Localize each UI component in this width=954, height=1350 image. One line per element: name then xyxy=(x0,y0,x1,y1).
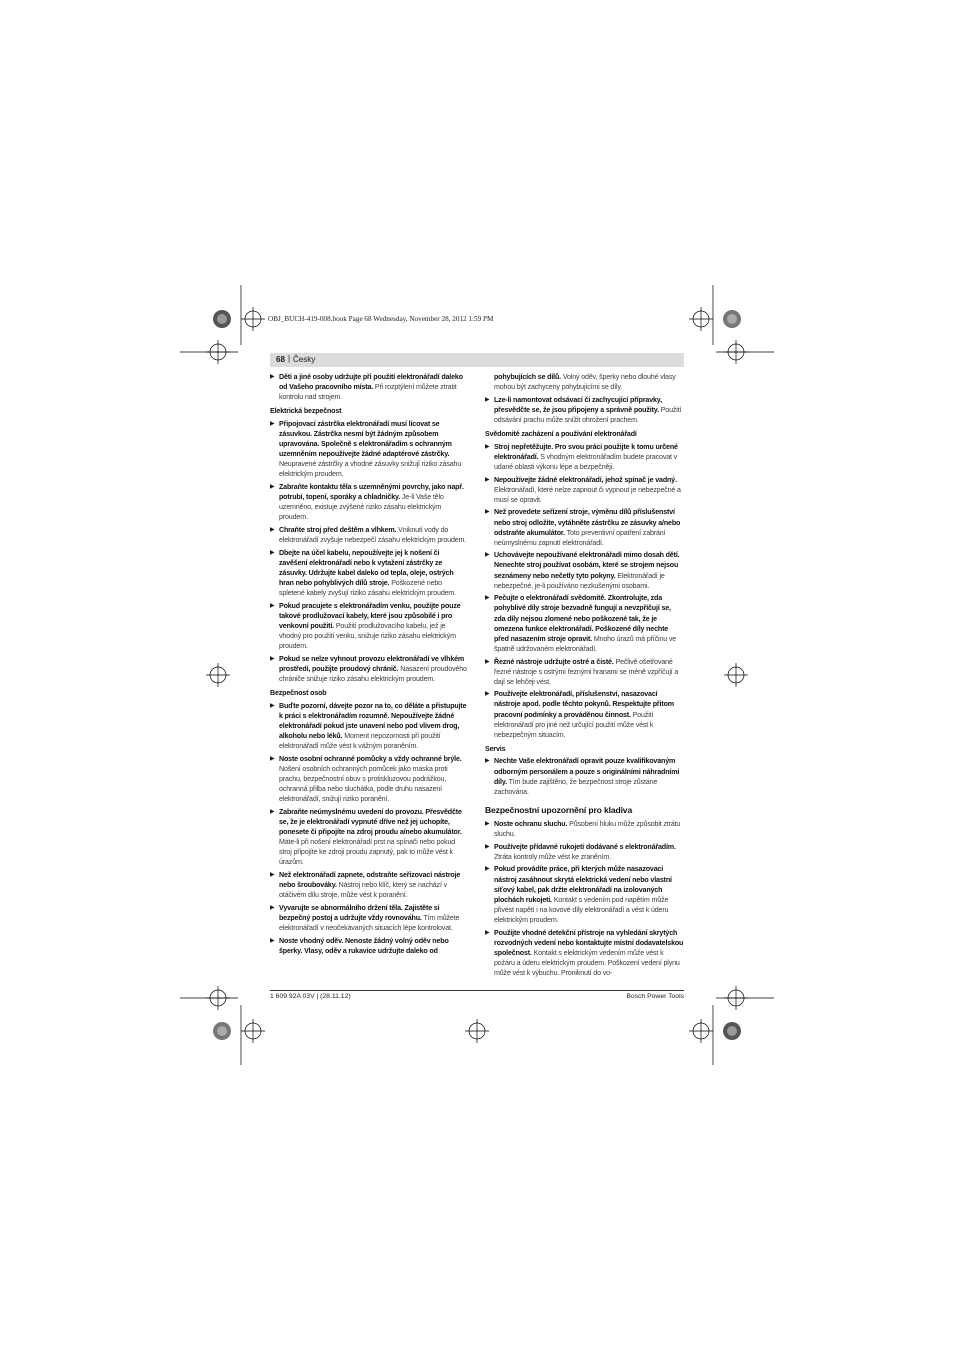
bullet-item xyxy=(485,593,684,654)
footer-doc-number: 1 609 92A 03V | (28.11.12) xyxy=(270,993,351,1000)
page-header-bar xyxy=(270,353,684,367)
section-heading: Elektrická bezpečnost xyxy=(270,407,342,416)
explanation-text: Tím bude zajištěno, že bezpečnost stroje zůstane zachována. xyxy=(494,777,658,796)
section-heading: Bezpečnostní upozornění pro kladiva xyxy=(485,804,633,815)
bullet-item xyxy=(270,548,469,598)
bullet-arrow-icon: ▶ xyxy=(485,843,490,850)
bullet-item xyxy=(485,657,684,687)
warning-bold-text: Než elektronářadí zapnete, odstraňte seřizovací nástroje nebo šroubováky. xyxy=(279,871,461,890)
bullet-item xyxy=(270,525,469,545)
bullet-item xyxy=(485,819,684,839)
warning-bold-text: Pokud provádíte práce, při kterých může nasazovací nástroj zasáhnout skrytá elektrická vedení nebo vlastní síťový kabel, pak držte elektronářadí na izolovaných plochách rukojeti. xyxy=(494,865,672,904)
bullet-item xyxy=(270,601,469,651)
warning-bold-text: Nepoužívejte žádné elektronářadí, jehož spínač je vadný. xyxy=(494,475,677,484)
bullet-arrow-icon: ▶ xyxy=(485,758,490,765)
bullet-arrow-icon: ▶ xyxy=(270,420,275,427)
bullet-item xyxy=(270,754,469,804)
warning-bold-text: Používejte přídavné rukojeti dodávané s elektronářadím. xyxy=(494,842,676,851)
bullet-arrow-icon: ▶ xyxy=(485,929,490,936)
right-column xyxy=(485,372,684,981)
explanation-text: Tím můžete elektronářadí v neočekávaných situacích lépe kontrolovat. xyxy=(279,914,460,933)
explanation-text: Použití prodlužovacího kabelu, jež je vhodný pro použití venku, snižuje riziko zásahu elektrickým proudem. xyxy=(279,622,456,651)
section-heading: Servis xyxy=(485,744,506,753)
bullet-arrow-icon: ▶ xyxy=(485,552,490,559)
bullet-arrow-icon: ▶ xyxy=(270,808,275,815)
bullet-item xyxy=(270,903,469,933)
warning-bold-text: Používejte elektronářadí, příslušenství, nasazovací nástroje apod. podle těchto pokynů. Respektujte přitom pracovní podmínky a prováděnou činnost. xyxy=(494,690,674,719)
explanation-text: Máte-li při nošení elektronářadí prst na spínači nebo pokud stroj připojíte ke zdroji proudu zapnutý, pak to může vést k úrazům. xyxy=(279,838,456,867)
bullet-arrow-icon: ▶ xyxy=(485,658,490,665)
explanation-text: Nošení osobních ochranných pomůcek jako maska proti prachu, bezpečnostní obuv s protiskluzovou podrážkou, ochranná přilba nebo sluchátka, podle druhu nasazení elektronářadí, snižují riziko poranění. xyxy=(279,764,448,804)
bullet-item xyxy=(485,507,684,547)
warning-bold-text: Lze-li namontovat odsávací či zachycující přípravky, přesvědčte se, že jsou připojeny a správně použity. xyxy=(494,395,662,414)
bullet-arrow-icon: ▶ xyxy=(485,476,490,483)
bullet-item xyxy=(485,928,684,978)
warning-bold-text: Buďte pozorní, dávejte pozor na to, co děláte a přistupujte k práci s elektronářadím rozumně. Nepoužívejte žádné elektronářadí pokud jste unavení nebo pod vlivem drog, alkoholu nebo léků. xyxy=(279,701,467,741)
bullet-arrow-icon: ▶ xyxy=(485,509,490,516)
bullet-item xyxy=(270,807,469,868)
continued-paragraph xyxy=(485,372,684,392)
bullet-item xyxy=(485,442,684,472)
warning-bold-text: Připojovací zástrčka elektronářadí musí lícovat se zásuvkou. Zástrčka nesmí být žádným způsobem upravována. Společně s elektronářadím s ochranným uzemněním nepoužívejte žádné adaptérové zástrčky. xyxy=(279,419,452,459)
explanation-text: Působení hluku může způsobit ztrátu sluchu. xyxy=(494,819,681,838)
explanation-text: Vniknutí vody do elektronářadí zvyšuje nebezpečí zásahu elektrickým proudem. xyxy=(279,526,467,545)
explanation-text: Při rozptýlení můžete ztratit kontrolu nad strojem. xyxy=(279,383,457,402)
warning-bold-text: Dbejte na účel kabelu, nepoužívejte jej k nošení či zavěšení elektronářadí nebo k vytažení zástrčky ze zásuvky. Udržujte kabel daleko od tepla, oleje, ostrých hran nebo pohyblivých dílů stroje. xyxy=(279,548,454,588)
left-column xyxy=(270,372,469,959)
explanation-text: Toto preventivní opatření zabrání neúmyslnému zapnutí elektronářadí. xyxy=(494,528,666,547)
warning-bold-text: Pokud pracujete s elektronářadím venku, použijte pouze takové prodlužovací kabely, které jsou způsobilé i pro venkovní použití. xyxy=(279,601,461,631)
warning-bold-text: Zabraňte kontaktu těla s uzemněnými povrchy, jako např. potrubí, topení, sporáky a chladničky. xyxy=(279,483,464,502)
bullet-arrow-icon: ▶ xyxy=(270,937,275,944)
bullet-arrow-icon: ▶ xyxy=(485,820,490,827)
explanation-text: Ztráta kontroly může vést ke zraněním. xyxy=(494,852,611,861)
bullet-item xyxy=(270,936,469,956)
bullet-item xyxy=(485,395,684,425)
explanation-text: Je-li Vaše tělo uzemněno, existuje zvýšené riziko zásahu elektrickým proudem. xyxy=(279,493,444,522)
explanation-text: Použití elektronářadí pro jiné než určující použití může vést k nebezpečným situacím. xyxy=(494,710,654,739)
page-language: Česky xyxy=(293,355,316,364)
bullet-arrow-icon: ▶ xyxy=(270,702,275,709)
bullet-arrow-icon: ▶ xyxy=(270,484,275,491)
bullet-item xyxy=(485,842,684,862)
bullet-arrow-icon: ▶ xyxy=(485,595,490,602)
bullet-item xyxy=(270,701,469,751)
bullet-arrow-icon: ▶ xyxy=(485,866,490,873)
warning-bold-text: Děti a jiné osoby udržujte při použití elektronářadí daleko od Vašeho pracovního místa. xyxy=(279,373,463,392)
explanation-text: Neupravené zástrčky a vhodné zásuvky snižují riziko zásahu elektrickým proudem. xyxy=(279,460,462,479)
explanation-text: S vhodným elektronářadím budete pracovat v udané oblasti výkonu lépe a bezpečněji. xyxy=(494,452,678,471)
warning-bold-text: Pečujte o elektronářadí svědomitě. Zkontrolujte, zda pohyblivé díly stroje bezvadně fungují a nevzpříčují se, zda díly nejsou zlomené nebo poškozené tak, že je omezena funkce elektronářadí. Poškozené díly nechte před nasazením stroje opravit. xyxy=(494,594,671,643)
bullet-item xyxy=(485,864,684,925)
explanation-text: Kontakt s elektrickým vedením může vést k požáru a úderu elektrickým proudem. Poškození vedení plynu může vést k výbuchu. Proniknutí do vo- xyxy=(494,948,680,977)
warning-bold-text: Noste ochranu sluchu. xyxy=(494,819,568,828)
footer-brand: Bosch Power Tools xyxy=(626,993,684,1000)
bullet-arrow-icon: ▶ xyxy=(270,655,275,662)
bullet-item xyxy=(270,870,469,900)
explanation-text: Elektronářadí je nebezpečné, je-li používáno nezkušenými osobami. xyxy=(494,571,665,590)
warning-bold-text: Noste vhodný oděv. Nenoste žádný volný oděv nebo šperky. Vlasy, oděv a rukavice udržujte daleko od xyxy=(279,936,449,955)
footer-rule xyxy=(270,990,684,991)
section-heading: Bezpečnost osob xyxy=(270,689,327,698)
explanation-text: Poškozené nebo spletené kabely zvyšují riziko zásahu elektrickým proudem. xyxy=(279,579,456,598)
warning-bold-text: Noste osobní ochranné pomůcky a vždy ochranné brýle. xyxy=(279,754,462,763)
bullet-item xyxy=(270,372,469,402)
bullet-arrow-icon: ▶ xyxy=(270,602,275,609)
warning-bold-text: Použijte vhodné detekční přístroje na vyhledání skrytých rozvodných vedení nebo kontaktujte místní dodavatelskou společnost. xyxy=(494,928,684,957)
warning-bold-text: Zabraňte neúmyslnému uvedení do provozu. Přesvědčte se, že je elektronářadí vypnuté dříve než jej uchopíte, ponesete či připojíte na zdroj proudu a/nebo akumulátor. xyxy=(279,807,462,837)
warning-bold-text: Řezné nástroje udržujte ostré a čisté. xyxy=(494,657,614,666)
bullet-item xyxy=(485,756,684,796)
explanation-text: Pečlivě ošetřované řezné nástroje s ostrými řeznými hranami se méně vzpříčují a dají se lehčeji vést. xyxy=(494,657,679,686)
explanation-text: Mnoho úrazů má příčinu ve špatně udržovaném elektronářadí. xyxy=(494,634,677,653)
warning-bold-text: Chraňte stroj před deštěm a vlhkem. xyxy=(279,526,397,534)
warning-bold-text: Nechte Vaše elektronářadí opravit pouze kvalifikovaným odborným personálem a pouze s originálními náhradními díly. xyxy=(494,757,680,786)
bullet-item xyxy=(485,475,684,505)
bullet-arrow-icon: ▶ xyxy=(270,374,275,380)
explanation-text: Nasazení proudového chrániče snižuje riziko zásahu elektrickým proudem. xyxy=(279,665,467,684)
bullet-item xyxy=(270,482,469,522)
warning-bold-text: pohybujících se dílů. xyxy=(494,373,562,381)
warning-bold-text: Pokud se nelze vyhnout provozu elektronářadí ve vlhkém prostředí, použijte proudový chránič. xyxy=(279,654,465,673)
bullet-arrow-icon: ▶ xyxy=(485,396,490,403)
warning-bold-text: Stroj nepřetěžujte. Pro svou práci použijte k tomu určené elektronářadí. xyxy=(494,442,678,461)
file-header: OBJ_BUCH-419-008.book Page 68 Wednesday, November 28, 2012 1:59 PM xyxy=(268,315,494,323)
explanation-text: Elektronářadí, které nelze zapnout či vypnout je nebezpečné a musí se opravit. xyxy=(494,485,681,504)
page-header-separator: | xyxy=(288,354,291,363)
bullet-arrow-icon: ▶ xyxy=(270,872,275,879)
page-number: 68 xyxy=(276,355,285,364)
bullet-arrow-icon: ▶ xyxy=(485,691,490,698)
warning-bold-text: Vyvarujte se abnormálního držení těla. Zajistěte si bezpečný postoj a udržujte vždy rovnováhu. xyxy=(279,903,440,923)
section-heading: Svědomité zacházení a používání elektronářadí xyxy=(485,430,637,439)
explanation-text: Nástroj nebo klíč, který se nachází v otáčivém dílu stroje, může vést k poranění. xyxy=(279,881,447,900)
bullet-item xyxy=(270,419,469,480)
explanation-text: Kontakt s vedením pod napětím může přivést napětí i na kovové díly elektronářadí a vést k úderu elektrickým proudem. xyxy=(494,895,669,924)
explanation-text: Moment nepozornosti při použití elektronářadí může vést k vážným poraněním. xyxy=(279,732,441,751)
warning-bold-text: Uchovávejte nepoužívané elektronářadí mimo dosah dětí. Nenechte stroj používat osobám, které se strojem nejsou seznámeny nebo nečetly tyto pokyny. xyxy=(494,551,680,580)
explanation-text: Volný oděv, šperky nebo dlouhé vlasy mohou být zachyceny pohybujícími se díly. xyxy=(494,373,676,392)
bullet-arrow-icon: ▶ xyxy=(270,904,275,911)
warning-bold-text: Než provedete seřízení stroje, výměnu dílů příslušenství nebo stroj odložíte, vytáhněte zástrčku ze zásuvky a/nebo odstraňte akumulátor. xyxy=(494,508,681,537)
bullet-item xyxy=(485,689,684,739)
bullet-arrow-icon: ▶ xyxy=(485,443,490,450)
explanation-text: Použití odsávání prachu může snížit ohrožení prachem. xyxy=(494,405,682,424)
bullet-item xyxy=(485,550,684,590)
bullet-arrow-icon: ▶ xyxy=(270,549,275,556)
bullet-arrow-icon: ▶ xyxy=(270,755,275,762)
bullet-arrow-icon: ▶ xyxy=(270,527,275,533)
bullet-item xyxy=(270,654,469,684)
